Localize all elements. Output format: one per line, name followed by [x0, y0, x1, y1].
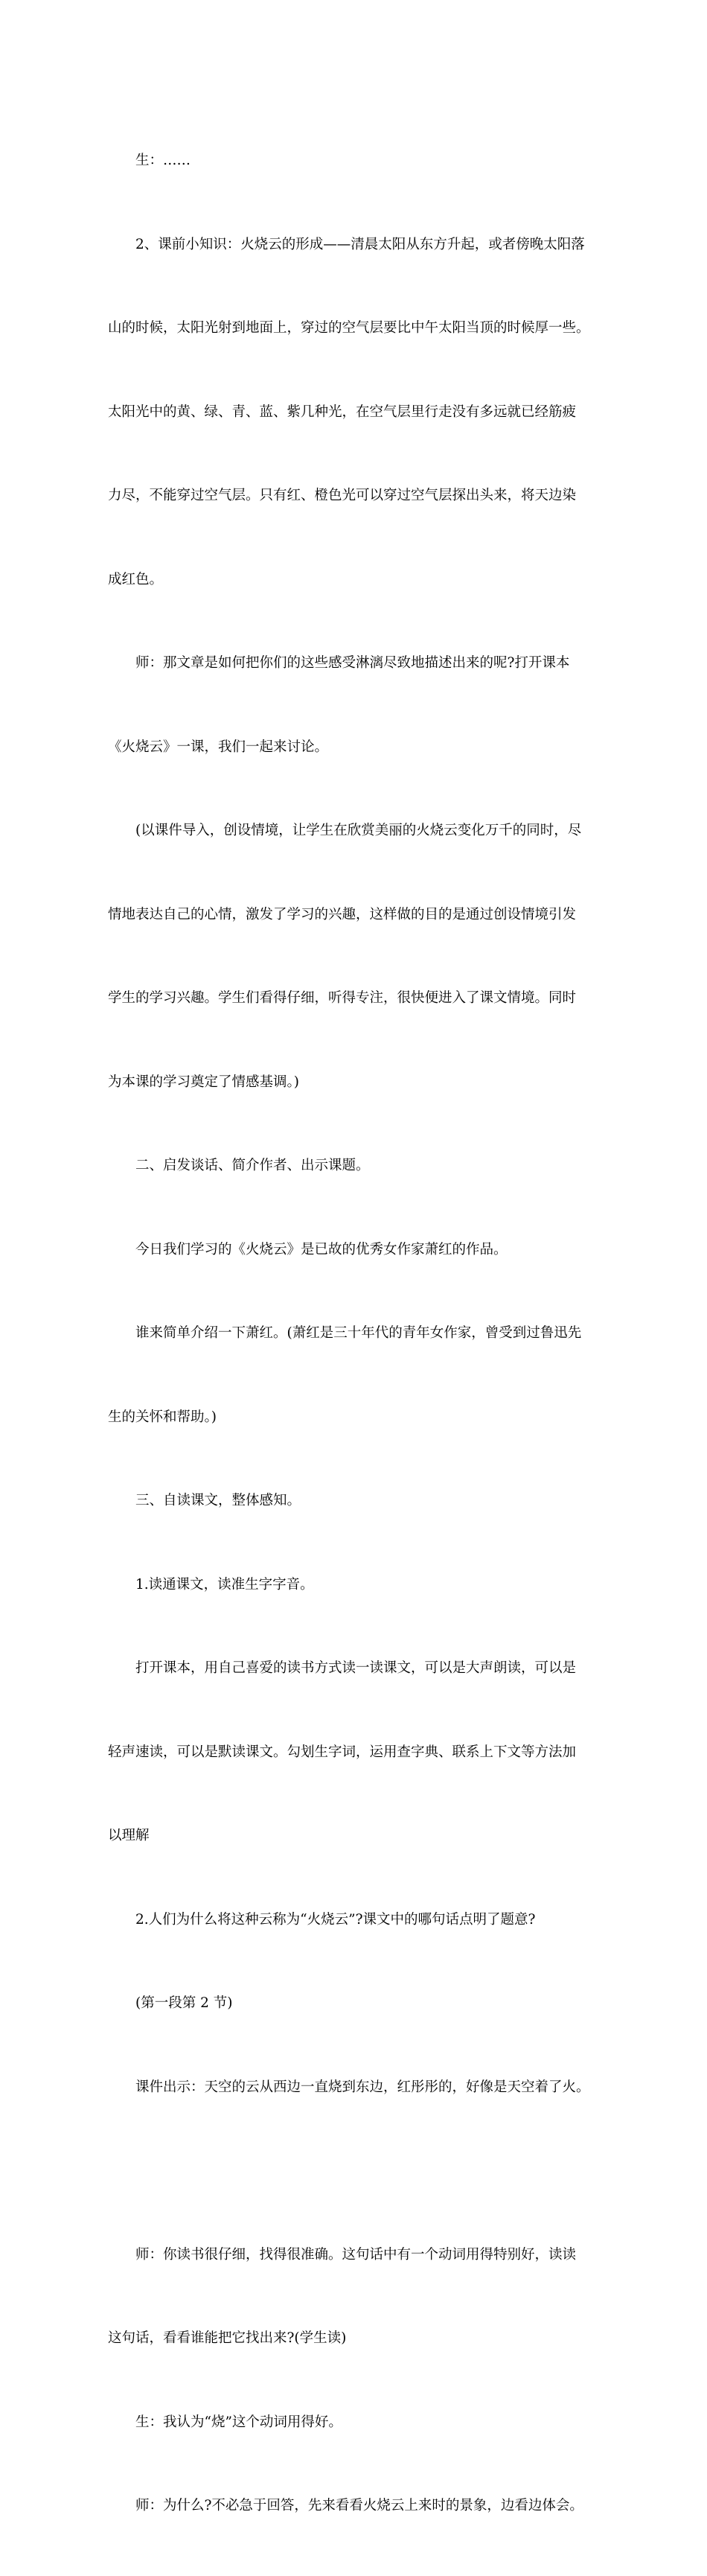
document-body	[108, 91, 599, 2576]
text-line: 师：那文章是如何把你们的这些感受淋漓尽致地描述出来的呢?打开课本	[108, 655, 570, 671]
text-line: 山的时候，太阳光射到地面上，穿过的空气层要比中午太阳当顶的时候厚一些。	[108, 320, 590, 336]
text-line: 师：为什么?不必急于回答，先来看看火烧云上来时的景象，边看边体会。	[108, 2498, 583, 2513]
text-line: 生：我认为“烧”这个动词用得好。	[108, 2414, 342, 2430]
text-line: 2.人们为什么将这种云称为“火烧云”?课文中的哪句话点明了题意?	[108, 1911, 536, 1928]
text-line: 这句话，看看谁能把它找出来?(学生读)	[108, 2330, 347, 2346]
text-line: 打开课本，用自己喜爱的读书方式读一读课文，可以是大声朗读，可以是	[108, 1660, 577, 1676]
text-line: 《火烧云》一课，我们一起来讨论。	[108, 739, 329, 755]
text-line: 为本课的学习奠定了情感基调。)	[108, 1074, 299, 1090]
text-line: 太阳光中的黄、绿、青、蓝、紫几种光，在空气层里行走没有多远就已经筋疲	[108, 404, 577, 420]
text-line: 情地表达自己的心情，激发了学习的兴趣，这样做的目的是通过创设情境引发	[108, 906, 577, 922]
text-line: 课件出示：天空的云从西边一直烧到东边，红彤彤的，好像是天空着了火。	[108, 2079, 590, 2095]
text-line: 谁来简单介绍一下萧红。(萧红是三十年代的青年女作家，曾受到过鲁迅先	[108, 1325, 582, 1341]
text-line: 2、课前小知识：火烧云的形成——清晨太阳从东方升起，或者傍晚太阳落	[108, 236, 585, 252]
text-line: (以课件导入，创设情境，让学生在欣赏美丽的火烧云变化万千的同时，尽	[108, 823, 582, 838]
text-line: 学生的学习兴趣。学生们看得仔细，听得专注，很快便进入了课文情境。同时	[108, 990, 577, 1006]
text-line: 以理解	[108, 1828, 150, 1843]
text-line: 生：……	[108, 153, 191, 168]
text-line: 二、启发谈话、简介作者、出示课题。	[108, 1158, 370, 1173]
text-line: 生的关怀和帮助。)	[108, 1409, 217, 1425]
text-line: 轻声速读，可以是默读课文。勾划生字词，运用查字典、联系上下文等方法加	[108, 1744, 577, 1760]
blank-line	[108, 2157, 599, 2185]
text-line: 今日我们学习的《火烧云》是已故的优秀女作家萧红的作品。	[108, 1241, 508, 1257]
text-line: 力尽，不能穿过空气层。只有红、橙色光可以穿过空气层探出头来，将天边染	[108, 488, 577, 503]
text-line: (第一段第 2 节)	[108, 1995, 233, 2011]
text-line: 师：你读书很仔细，找得很准确。这句话中有一个动词用得特别好，读读	[108, 2246, 577, 2263]
text-line: 成红色。	[108, 571, 164, 587]
text-line: 三、自读课文，整体感知。	[108, 1493, 301, 1508]
text-line: 1.读通课文，读准生字字音。	[108, 1576, 314, 1593]
